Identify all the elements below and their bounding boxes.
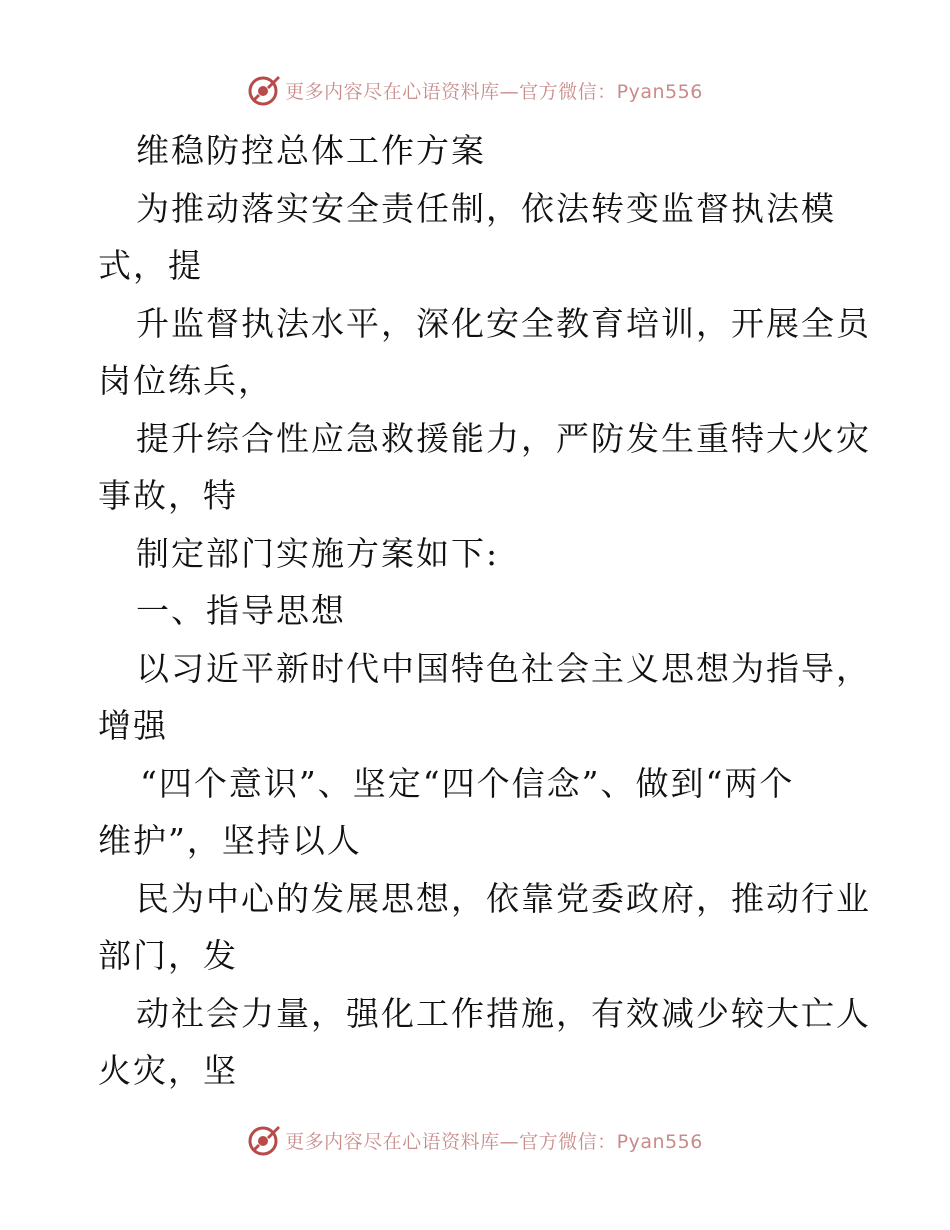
pen-logo-icon xyxy=(247,1123,281,1157)
paragraph-line: 民为中心的发展思想，依靠党委政府，推动行业 xyxy=(136,878,871,918)
document-title: 维稳防控总体工作方案 xyxy=(136,131,486,170)
header-watermark-banner xyxy=(0,70,950,110)
paragraph-line: 制定部门实施方案如下: xyxy=(136,533,500,573)
paragraph-line: 增强 xyxy=(98,706,168,745)
paragraph-line: 以习近平新时代中国特色社会主义思想为指导， xyxy=(136,648,871,688)
paragraph-line: 事故，特 xyxy=(98,476,238,515)
header-watermark-text: 更多内容尽在心语资料库—官方微信：Pyan556 xyxy=(285,80,703,103)
paragraph-line: 为推动落实安全责任制，依法转变监督执法模 xyxy=(136,188,836,228)
document-body xyxy=(98,122,871,1100)
paragraph-line: “四个意识”、坚定“四个信念”、做到“两个 xyxy=(140,763,795,803)
paragraph-line: 升监督执法水平，深化安全教育培训，开展全员 xyxy=(136,303,871,343)
paragraph-line: 火灾，坚 xyxy=(98,1051,238,1090)
footer-watermark-text: 更多内容尽在心语资料库—官方微信：Pyan556 xyxy=(285,1130,703,1153)
pen-logo-icon xyxy=(247,73,281,107)
footer-watermark-banner xyxy=(0,1120,950,1160)
paragraph-line: 维护”，坚持以人 xyxy=(98,821,362,860)
paragraph-line: 动社会力量，强化工作措施，有效减少较大亡人 xyxy=(136,993,871,1033)
paragraph-line: 式，提 xyxy=(98,246,203,285)
paragraph-line: 提升综合性应急救援能力，严防发生重特大火灾 xyxy=(136,418,871,458)
paragraph-line: 岗位练兵， xyxy=(98,361,273,400)
paragraph-line: 部门，发 xyxy=(98,936,238,975)
section-heading: 一、指导思想 xyxy=(136,591,346,630)
